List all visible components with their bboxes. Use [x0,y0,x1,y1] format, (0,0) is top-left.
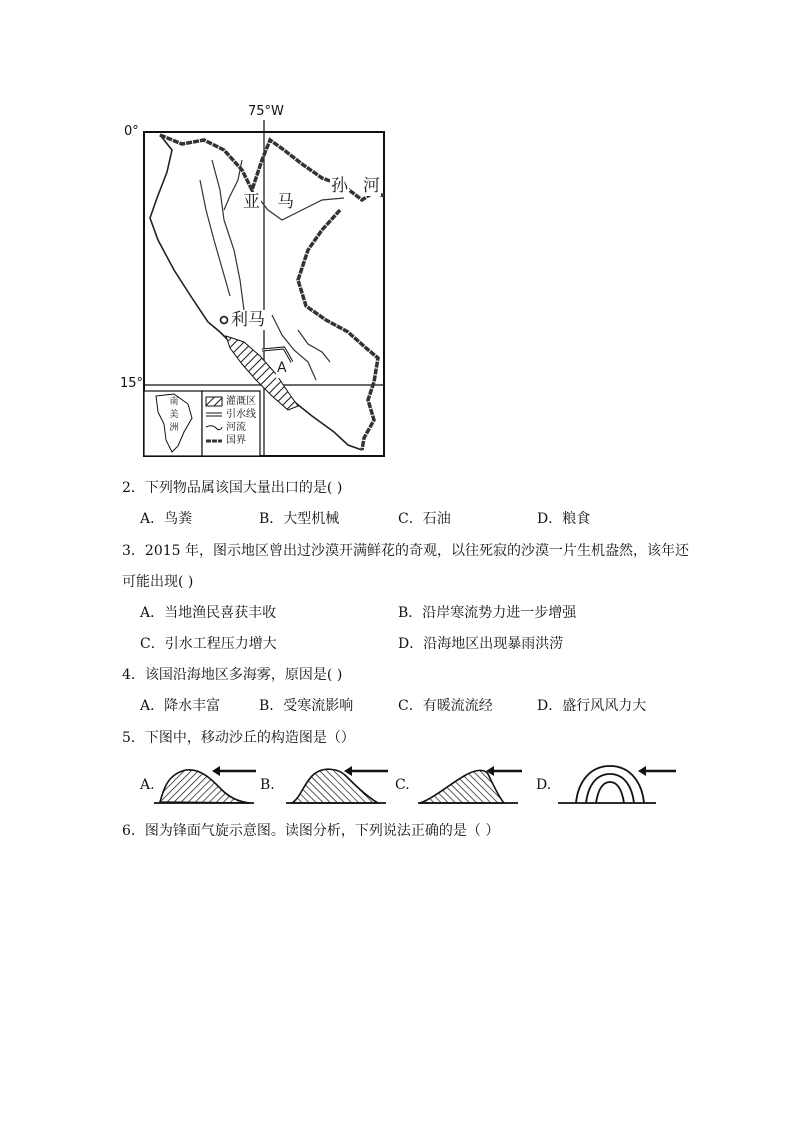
q3-option-a[interactable]: A．当地渔民喜获丰收 [140,605,277,621]
dune-diagram-b [282,762,392,806]
q5-option-a[interactable]: A. [140,777,155,793]
question-2: 2．下列物品属该国大量出口的是( ) [122,480,343,496]
longitude-label: 75°W [248,104,284,119]
q4-option-d[interactable]: D．盛行风风力大 [537,698,647,714]
latitude-0-label: 0° [124,124,139,139]
inset-label-3: 洲 [169,423,179,433]
dune-diagram-d [556,760,680,806]
question-3: 3．2015 年，图示地区曾出过沙漠开满鲜花的奇观，以往死寂的沙漠一片生机盎然，该年还 [122,543,689,559]
question-4: 4．该国沿海地区多海雾，原因是( ) [122,667,343,683]
inset-label-2: 美 [169,410,179,420]
question-5: 5．下图中，移动沙丘的构造图是（） [122,730,355,746]
legend-hatch-swatch [206,397,222,406]
legend-river: 河流 [226,422,246,433]
q2-option-c[interactable]: C．石油 [398,511,451,527]
q4-option-c[interactable]: C．有暖流流经 [398,698,493,714]
q3-option-b[interactable]: B．沿岸寒流势力进一步增强 [398,605,577,621]
inset-label-1: 南 [169,397,179,407]
legend-diversion: 引水线 [226,409,256,420]
q2-option-d[interactable]: D．粮食 [537,511,591,527]
question-3-line-2: 可能出现( ) [122,574,194,590]
map-drawing [112,100,402,460]
q5-option-c[interactable]: C. [395,777,410,793]
place-ya: 亚 [243,192,260,212]
q4-option-a[interactable]: A．降水丰富 [140,698,221,714]
q2-option-b[interactable]: B．大型机械 [259,511,340,527]
place-he: 河 [363,176,380,196]
legend-border: 国界 [226,435,246,446]
peru-map-figure [112,100,402,460]
q5-option-d[interactable]: D. [536,777,552,793]
q4-option-b[interactable]: B．受寒流影响 [259,698,354,714]
place-lima: 利马 [231,310,265,330]
q2-option-a[interactable]: A．鸟粪 [140,511,193,527]
point-a: A [277,360,287,376]
dune-diagram-c [414,762,524,806]
dune-diagram-a [150,762,260,806]
latitude-15-label: 15° [120,376,144,391]
place-ma: 马 [277,192,294,212]
place-sun: 孙 [331,176,348,196]
q3-option-d[interactable]: D．沿海地区出现暴雨洪涝 [398,636,564,652]
legend-irrigation: 灌溉区 [226,396,256,407]
question-6: 6．图为锋面气旋示意图。读图分析，下列说法正确的是（ ） [122,823,500,839]
q3-option-c[interactable]: C．引水工程压力增大 [140,636,277,652]
lima-marker [221,317,228,324]
q5-option-b[interactable]: B. [260,777,275,793]
